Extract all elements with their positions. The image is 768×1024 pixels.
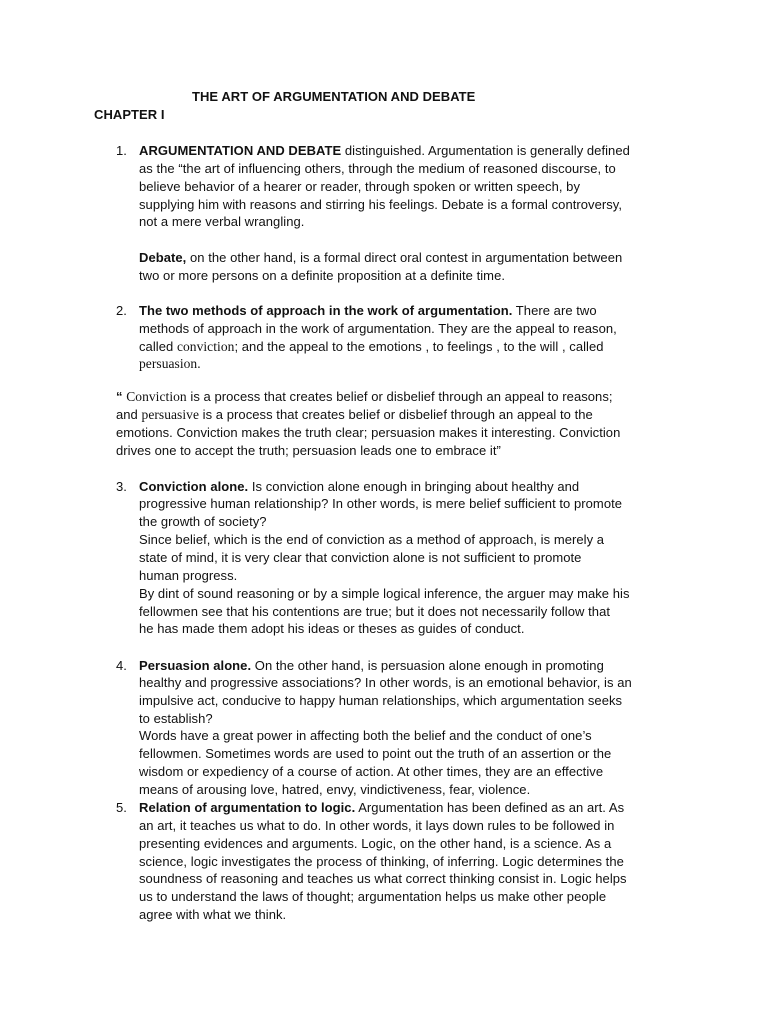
section-1-heading: ARGUMENTATION AND DEBATE — [139, 143, 342, 158]
text-run: and — [116, 407, 142, 422]
paragraph-line: to establish? — [139, 711, 213, 726]
paragraph-line: supplying him with reasons and stirring his feelings. Debate is a formal controversy, — [139, 197, 623, 212]
persuasive-term: persuasive — [141, 407, 199, 422]
paragraph-line: us to understand the laws of thought; argumentation helps us make other people — [139, 889, 607, 904]
text-run: There are two — [512, 303, 597, 318]
list-number: 1. — [116, 143, 127, 158]
section-2-line — [139, 302, 597, 320]
paragraph-line: impulsive act, conducive to happy human relationships, which argumentation seeks — [139, 693, 623, 708]
text-run: called — [139, 339, 177, 354]
section-5-heading: Relation of argumentation to logic. — [139, 800, 356, 815]
section-3-heading: Conviction alone. — [139, 479, 249, 494]
text-run: distinguished. Argumentation is generally defined — [341, 143, 630, 158]
debate-line — [139, 249, 622, 267]
paragraph-line: drives one to accept the truth; persuasion leads one to embrace it” — [116, 443, 501, 458]
paragraph-line — [116, 406, 593, 424]
document-title: THE ART OF ARGUMENTATION AND DEBATE — [192, 89, 476, 104]
text-run: on the other hand, is a formal direct oral contest in argumentation between — [186, 250, 623, 265]
paragraph-line: progressive human relationship? In other words, is mere belief sufficient to promote — [139, 496, 623, 511]
paragraph-line: science, logic investigates the process of thinking, of inferring. Logic determines the — [139, 854, 624, 869]
paragraph-line: as the “the art of influencing others, through the medium of reasoned discourse, to — [139, 161, 616, 176]
section-3-line — [139, 478, 579, 496]
section-2-heading: The two methods of approach in the work of argumentation. — [139, 303, 513, 318]
paragraph-line: wisdom or expediency of a course of action. At other times, they are an effective — [139, 764, 604, 779]
paragraph-line: healthy and progressive associations? In other words, is an emotional behavior, is an — [139, 675, 632, 690]
text-run: Argumentation has been defined as an art. As — [355, 800, 625, 815]
chapter-heading: CHAPTER I — [94, 107, 165, 122]
text-run: is a process that creates belief or disbelief through an appeal to reasons; — [186, 389, 613, 404]
paragraph-line: presenting evidences and arguments. Logic, on the other hand, is a science. As a — [139, 836, 612, 851]
paragraph-line: agree with what we think. — [139, 907, 287, 922]
paragraph-line: means of arousing love, hatred, envy, vindictiveness, fear, violence. — [139, 782, 531, 797]
debate-heading: Debate, — [139, 250, 187, 265]
paragraph-line: not a mere verbal wrangling. — [139, 214, 305, 229]
paragraph-line: fellowmen. Sometimes words are used to point out the truth of an assertion or the — [139, 746, 612, 761]
paragraph-line: Words have a great power in affecting both the belief and the conduct of one’s — [139, 728, 592, 743]
section-4-line — [139, 657, 604, 675]
paragraph-line: fellowmen see that his contentions are true; but it does not necessarily follow that — [139, 604, 611, 619]
section-5-line — [139, 799, 624, 817]
section-1-line — [139, 142, 630, 160]
paragraph-line: By dint of sound reasoning or by a simple logical inference, the arguer may make his — [139, 586, 630, 601]
paragraph-line — [116, 388, 613, 406]
paragraph-line: emotions. Conviction makes the truth clear; persuasion makes it interesting. Conviction — [116, 425, 621, 440]
section-4-heading: Persuasion alone. — [139, 658, 252, 673]
text-run: is a process that creates belief or disbelief through an appeal to the — [199, 407, 593, 422]
paragraph-line: believe behavior of a hearer or reader, through spoken or written speech, by — [139, 179, 581, 194]
persuasion-term: persuasion. — [139, 356, 201, 371]
paragraph-line: human progress. — [139, 568, 238, 583]
conviction-term: conviction — [176, 339, 235, 354]
text-run: Is conviction alone enough in bringing about healthy and — [248, 479, 580, 494]
paragraph-line: two or more persons on a definite proposition at a definite time. — [139, 268, 506, 283]
text-run: On the other hand, is persuasion alone enough in promoting — [251, 658, 604, 673]
paragraph-line — [139, 338, 604, 356]
list-number: 3. — [116, 479, 127, 494]
list-number: 2. — [116, 303, 127, 318]
paragraph-line: state of mind, it is very clear that conviction alone is not sufficient to promote — [139, 550, 582, 565]
list-number: 5. — [116, 800, 127, 815]
paragraph-line: Since belief, which is the end of conviction as a method of approach, is merely a — [139, 532, 605, 547]
paragraph-line: methods of approach in the work of argumentation. They are the appeal to reason, — [139, 321, 617, 336]
paragraph-line: the growth of society? — [139, 514, 267, 529]
text-run: ; and the appeal to the emotions , to feelings , to the will , called — [234, 339, 604, 354]
conviction-term: Conviction — [126, 389, 187, 404]
paragraph-line: an art, it teaches us what to do. In other words, it lays down rules to be followed in — [139, 818, 615, 833]
open-quote: “ — [116, 389, 127, 404]
list-number: 4. — [116, 658, 127, 673]
paragraph-line: he has made them adopt his ideas or theses as guides of conduct. — [139, 621, 525, 636]
paragraph-line: soundness of reasoning and teaches us what correct thinking consist in. Logic helps — [139, 871, 627, 886]
